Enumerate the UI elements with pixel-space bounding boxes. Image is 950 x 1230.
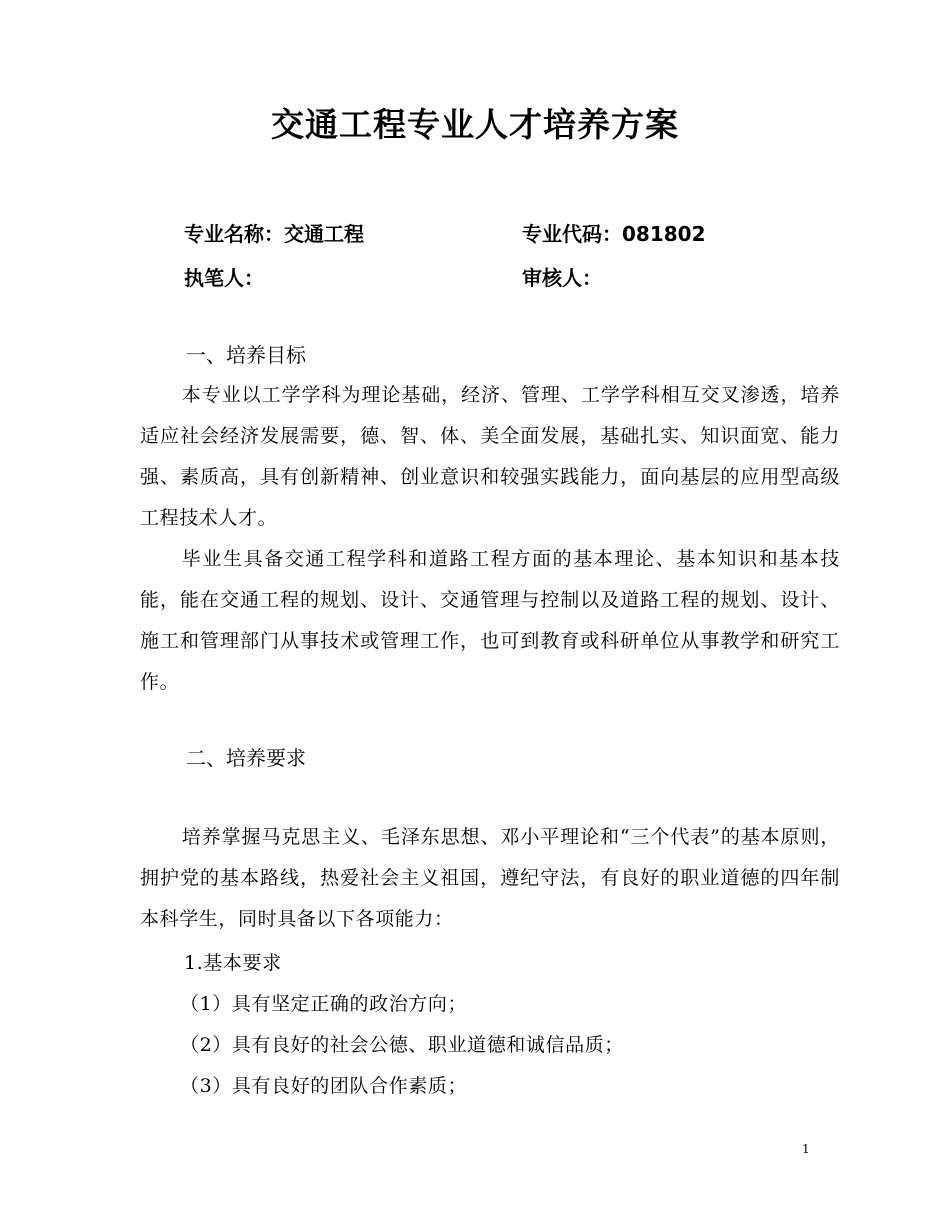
paragraph-requirements-intro: 培养掌握马克思主义、毛泽东思想、邓小平理论和“三个代表”的基本原则，拥护党的基本路线，热爱社会主义祖国，遵纪守法，有良好的职业道德的四年制本科学生，同时具备以下各项能力：: [140, 826, 840, 930]
author-label: 执笔人：: [184, 266, 264, 290]
reviewer-label: 审核人：: [522, 266, 602, 290]
list-item: （3）具有良好的团队合作素质；: [180, 1075, 468, 1097]
list-item: （1）具有坚定正确的政治方向；: [180, 993, 468, 1015]
paragraph-training-goals-1: 本专业以工学学科为理论基础，经济、管理、工学学科相互交叉渗透，培养适应社会经济发展需要，德、智、体、美全面发展，基础扎实、知识面宽、能力强、素质高，具有创新精神、创业意识和较强实践能力，面向基层的应用型高级工程技术人才。: [140, 384, 840, 529]
paragraph-training-goals-2: 毕业生具备交通工程学科和道路工程方面的基本理论、基本知识和基本技能，能在交通工程的规划、设计、交通管理与控制以及道路工程的规划、设计、施工和管理部门从事技术或管理工作，也可到教育或科研单位从事教学和研究工作。: [140, 548, 840, 693]
major-name: 专业名称：交通工程: [184, 222, 364, 246]
section-heading-training-goals: 一、培养目标: [186, 343, 306, 367]
list-item: （2）具有良好的社会公德、职业道德和诚信品质；: [180, 1034, 624, 1056]
document-title: 交通工程专业人才培养方案: [271, 105, 679, 144]
page-number: 1: [802, 1142, 810, 1156]
section-heading-training-requirements: 二、培养要求: [186, 746, 306, 770]
subheading-basic-requirements: 1.基本要求: [184, 952, 282, 974]
major-code: 专业代码：081802: [522, 222, 706, 246]
